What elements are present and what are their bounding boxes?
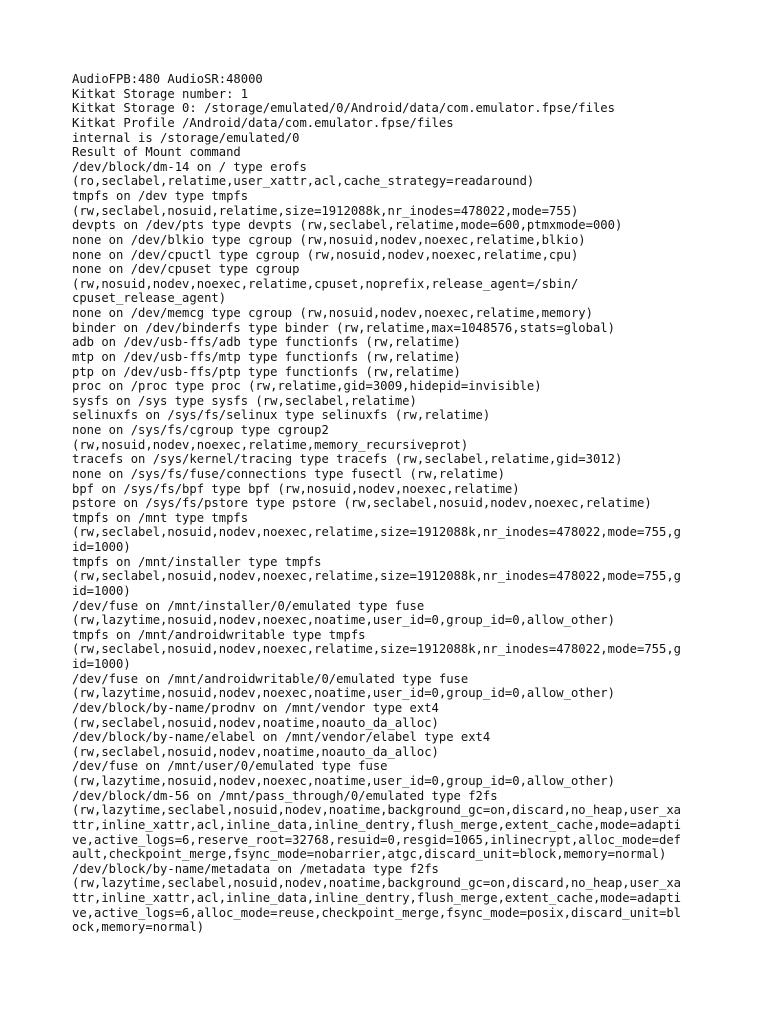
log-line: sysfs on /sys type sysfs (rw,seclabel,relatime) [72,393,417,408]
log-line: tmpfs on /mnt/androidwritable type tmpfs [72,627,366,642]
log-line: selinuxfs on /sys/fs/selinux type selinuxfs (rw,relatime) [72,408,491,423]
log-line: (rw,lazytime,nosuid,nodev,noexec,noatime,user_id=0,group_id=0,allow_other) [72,774,615,788]
log-line: (rw,nosuid,nodev,noexec,relatime,cpuset,noprefix,release_agent=/sbin/ [72,276,579,291]
log-line: (rw,seclabel,nosuid,nodev,noexec,relatime,size=1912088k,nr_inodes=478022,mode=755,g [72,525,682,540]
log-line: /dev/block/by-name/metadata on /metadata type f2fs [72,861,439,876]
log-line: cpuset_release_agent) [72,291,227,306]
log-line: none on /dev/cpuctl type cgroup (rw,nosuid,nodev,noexec,relatime,cpu) [72,247,579,262]
log-line: (rw,seclabel,nosuid,nodev,noatime,noauto_da_alloc) [72,744,439,759]
log-line: ptp on /dev/usb-ffs/ptp type functionfs (rw,relatime) [72,364,461,379]
log-line: (ro,seclabel,relatime,user_xattr,acl,cache_strategy=readaround) [72,174,535,189]
log-line: /dev/block/by-name/prodnv on /mnt/vendor type ext4 [72,700,439,715]
log-line: /dev/fuse on /mnt/user/0/emulated type fuse [72,759,388,774]
log-line: (rw,lazytime,seclabel,nosuid,nodev,noatime,background_gc=on,discard,no_heap,user_xa [72,876,682,891]
log-line: bpf on /sys/fs/bpf type bpf (rw,nosuid,nodev,noexec,relatime) [72,481,520,496]
log-line: devpts on /dev/pts type devpts (rw,seclabel,relatime,mode=600,ptmxmode=000) [72,218,623,233]
log-line: (rw,nosuid,nodev,noexec,relatime,memory_recursiveprot) [72,437,469,452]
log-output [72,72,712,935]
log-line: /dev/block/dm-56 on /mnt/pass_through/0/emulated type f2fs [72,788,498,803]
log-line: ock,memory=normal) [72,920,205,935]
log-line: binder on /dev/binderfs type binder (rw,relatime,max=1048576,stats=global) [72,320,615,335]
log-line: tracefs on /sys/kernel/tracing type tracefs (rw,seclabel,relatime,gid=3012) [72,452,623,467]
log-line: proc on /proc type proc (rw,relatime,gid=3009,hidepid=invisible) [72,379,542,394]
log-line: none on /dev/cpuset type cgroup [72,262,300,277]
log-line: id=1000) [72,540,131,554]
log-line: tmpfs on /mnt/installer type tmpfs [72,554,322,569]
log-line: none on /dev/memcg type cgroup (rw,nosuid,nodev,noexec,relatime,memory) [72,306,593,320]
log-line: tmpfs on /dev type tmpfs [72,189,249,203]
log-line: (rw,seclabel,nosuid,relatime,size=1912088k,nr_inodes=478022,mode=755) [72,203,579,218]
log-line: tmpfs on /mnt type tmpfs [72,510,249,525]
log-line: (rw,lazytime,nosuid,nodev,noexec,noatime,user_id=0,group_id=0,allow_other) [72,686,615,701]
log-line: Result of Mount command [72,145,241,160]
log-line: none on /sys/fs/fuse/connections type fusectl (rw,relatime) [72,466,505,481]
log-line: Kitkat Profile /Android/data/com.emulator.fpse/files [72,115,454,130]
log-line: (rw,lazytime,seclabel,nosuid,nodev,noatime,background_gc=on,discard,no_heap,user_xa [72,803,682,818]
log-line: mtp on /dev/usb-ffs/mtp type functionfs (rw,relatime) [72,349,461,364]
log-line: internal is /storage/emulated/0 [72,130,300,145]
log-line: ault,checkpoint_merge,fsync_mode=nobarrier,atgc,discard_unit=block,memory=normal) [72,847,667,862]
log-line: (rw,seclabel,nosuid,nodev,noexec,relatime,size=1912088k,nr_inodes=478022,mode=755,g [72,569,682,584]
log-line: (rw,lazytime,nosuid,nodev,noexec,noatime,user_id=0,group_id=0,allow_other) [72,613,615,628]
log-line: ve,active_logs=6,alloc_mode=reuse,checkpoint_merge,fsync_mode=posix,discard_unit=bl [72,905,682,920]
log-line: ttr,inline_xattr,acl,inline_data,inline_dentry,flush_merge,extent_cache,mode=adapti [72,891,682,905]
log-line: /dev/block/by-name/elabel on /mnt/vendor/elabel type ext4 [72,730,491,745]
log-line: (rw,seclabel,nosuid,nodev,noexec,relatime,size=1912088k,nr_inodes=478022,mode=755,g [72,642,682,657]
log-line: adb on /dev/usb-ffs/adb type functionfs (rw,relatime) [72,335,461,350]
log-line: Kitkat Storage number: 1 [72,86,249,101]
log-line: /dev/fuse on /mnt/androidwritable/0/emulated type fuse [72,671,469,686]
log-line: ve,active_logs=6,reserve_root=32768,resuid=0,resgid=1065,inlinecrypt,alloc_mode=def [72,832,682,847]
log-line: none on /dev/blkio type cgroup (rw,nosuid,nodev,noexec,relatime,blkio) [72,232,586,247]
log-line: id=1000) [72,657,131,671]
log-line: /dev/fuse on /mnt/installer/0/emulated type fuse [72,598,425,613]
log-line: (rw,seclabel,nosuid,nodev,noatime,noauto_da_alloc) [72,715,439,730]
log-line: Kitkat Storage 0: /storage/emulated/0/Android/data/com.emulator.fpse/files [72,101,615,116]
log-line: ttr,inline_xattr,acl,inline_data,inline_dentry,flush_merge,extent_cache,mode=adapti [72,817,682,832]
log-line: AudioFPB:480 AudioSR:48000 [72,72,263,86]
log-line: none on /sys/fs/cgroup type cgroup2 [72,423,329,437]
log-line: pstore on /sys/fs/pstore type pstore (rw,seclabel,nosuid,nodev,noexec,relatime) [72,496,652,511]
log-line: id=1000) [72,583,131,598]
log-line: /dev/block/dm-14 on / type erofs [72,159,307,174]
